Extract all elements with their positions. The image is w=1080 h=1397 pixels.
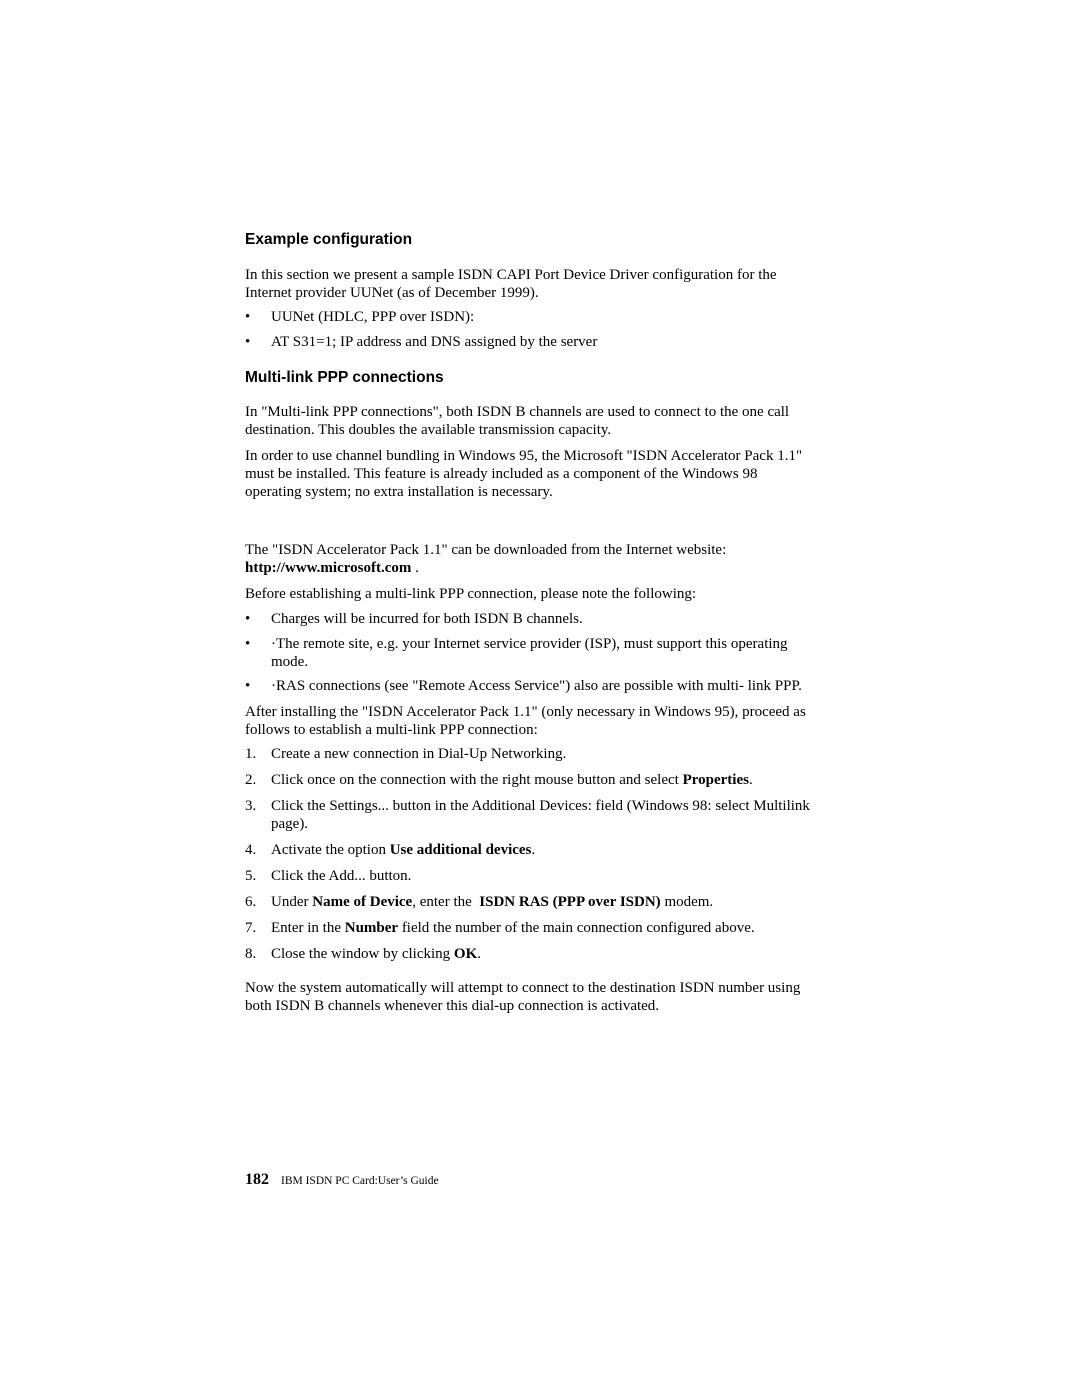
section-heading-multilink-ppp: Multi-link PPP connections <box>245 369 444 386</box>
steps-list <box>245 745 817 963</box>
channel-bundling-paragraph: In order to use channel bundling in Windows 95, the Microsoft "ISDN Accelerator Pack 1.1" must be installed. This feature is already included as a component of the Windows 98 operating system; no extra installation is necessary. <box>245 448 803 500</box>
notes-bullet-list <box>245 610 817 695</box>
list-item: 3. Click the Settings... button in the Additional Devices: field (Windows 98: select Multilink page). <box>245 798 810 832</box>
list-item: 1. Create a new connection in Dial-Up Networking. <box>245 746 567 762</box>
list-item: • Charges will be incurred for both ISDN B channels. <box>245 611 583 627</box>
website-line: http://www.microsoft.com . <box>245 560 419 576</box>
multilink-intro-paragraph: In "Multi-link PPP connections", both ISDN B channels are used to connect to the one call destination. This doubles the available transmission capacity. <box>245 404 790 438</box>
list-item: • UUNet (HDLC, PPP over ISDN): <box>245 309 475 325</box>
list-item: • ·The remote site, e.g. your Internet service provider (ISP), must support this operating mode. <box>245 636 788 670</box>
list-item: • ·RAS connections (see "Remote Access Service") also are possible with multi- link PPP. <box>245 678 802 694</box>
page-number: 182 <box>245 1171 269 1188</box>
after-installing-paragraph: After installing the "ISDN Accelerator Pack 1.1" (only necessary in Windows 95), proceed as follows to establish a multi-link PPP connection: <box>245 704 806 738</box>
list-item: 2. Click once on the connection with the right mouse button and select Properties. <box>245 772 753 788</box>
download-paragraph: The "ISDN Accelerator Pack 1.1" can be downloaded from the Internet website: <box>245 542 727 558</box>
section-heading-example-configuration: Example configuration <box>245 231 413 248</box>
example-bullet-list <box>245 308 817 351</box>
list-item: 7. Enter in the Number field the number of the main connection configured above. <box>245 920 755 936</box>
list-item: 8. Close the window by clicking OK. <box>245 946 481 962</box>
page-footer <box>245 1171 439 1189</box>
list-item: • AT S31=1; IP address and DNS assigned by the server <box>245 334 598 350</box>
before-establishing-paragraph: Before establishing a multi-link PPP connection, please note the following: <box>245 586 697 602</box>
list-item: 4. Activate the option Use additional devices. <box>245 842 536 858</box>
intro-paragraph: In this section we present a sample ISDN CAPI Port Device Driver configuration for the Internet provider UUNet (as of December 1999). <box>245 267 777 301</box>
list-item: 5. Click the Add... button. <box>245 868 412 884</box>
microsoft-website-link[interactable]: http://www.microsoft.com <box>245 560 412 576</box>
footer-title: IBM ISDN PC Card:User’s Guide <box>281 1175 439 1187</box>
closing-paragraph: Now the system automatically will attempt to connect to the destination ISDN number using both ISDN B channels whenever this dial-up connection is activated. <box>245 980 801 1014</box>
page-content <box>245 229 817 1015</box>
list-item: 6. Under Name of Device, enter the ISDN RAS (PPP over ISDN) modem. <box>245 894 714 910</box>
